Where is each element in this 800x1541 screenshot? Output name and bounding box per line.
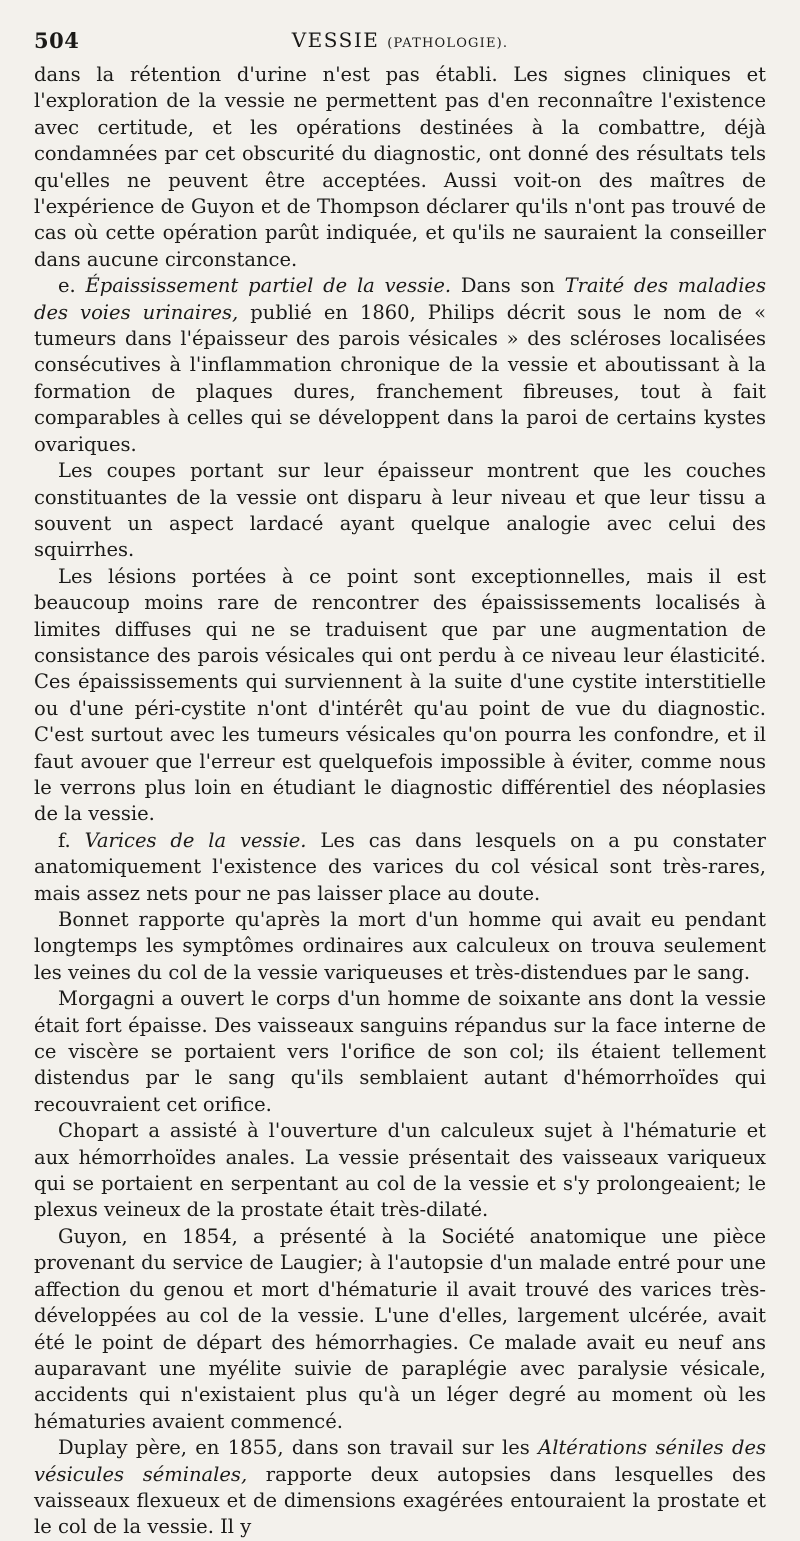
text-run: dans la rétention d'urine n'est pas établi. Les signes cliniques et l'exploration de la vessie ne permettent pas d'en reconnaître l'existence avec certitude, et les opérations destinées à la combattre, déjà condamnées par cet obscurité du diagnostic, ont donné des résultats tels qu'elles ne peuvent être acceptées. Aussi voit-on des maîtres de l'expérience de Guyon et de Thompson déclarer qu'ils n'ont pas trouvé de cas où cette opération parût indiquée, et qu'ils ne sauraient la conseiller dans aucune circonstance.	[34, 63, 766, 271]
text-run: Guyon, en 1854, a présenté à la Société anatomique une pièce provenant du service de Laugier; à l'autopsie d'un malade entré pour une affection du genou et mort d'hématurie il avait trouvé des varices très-développées au col de la vessie. L'une d'elles, largement ulcérée, avait été le point de départ des hémorrhagies. Ce malade avait eu neuf ans auparavant une myélite suivie de paraplégie avec paralysie vésicale, accidents qui n'existaient plus qu'à un léger degré au moment où les hématuries avaient commencé.	[34, 1224, 766, 1433]
text-run: Les lésions portées à ce point sont exceptionnelles, mais il est beaucoup moins rare de rencontrer des épaississements localisés à limites diffuses qui ne se traduisent que par une augmentation de consistance des parois vésicales qui ont perdu à ce niveau leur élasticité. Ces épaississements qui surviennent à la suite d'une cystite interstitielle ou d'une péri-cystite n'ont d'intérêt qu'au point de vue du diagnostic. C'est surtout avec les tumeurs vésicales qu'on pourra les confondre, et il faut avouer que l'erreur est quelquefois impossible à éviter, comme nous le verrons plus loin en étudiant le diagnostic différentiel des néoplasies de la vessie.	[34, 564, 766, 826]
italic-text: Varices de la vessie.	[84, 828, 307, 852]
body-text	[34, 62, 766, 1541]
running-title-main: VESSIE	[291, 28, 380, 52]
text-run: Duplay père, en 1855, dans son travail sur les	[58, 1436, 539, 1460]
text-run: e.	[58, 274, 86, 298]
paragraph	[34, 564, 766, 828]
paragraph	[34, 907, 766, 986]
text-run: Chopart a assisté à l'ouverture d'un calculeux sujet à l'hématurie et aux hémorrhoïdes anales. La vessie présentait des vaisseaux variqueux qui se portaient en serpentant au col de la vessie et s'y prolongeaient; le plexus veineux de la prostate était très-dilaté.	[34, 1119, 766, 1222]
paragraph	[34, 1118, 766, 1224]
paragraph	[34, 458, 766, 564]
paragraph	[34, 273, 766, 458]
paragraph	[34, 62, 766, 273]
italic-text: Épaississement partiel de la vessie.	[85, 274, 452, 298]
text-run: publié en 1860, Philips décrit sous le nom de « tumeurs dans l'épaisseur des parois vésicales » des scléroses localisées consécutives à l'inflammation chronique de la vessie et aboutissant à la formation de plaques dures, franchement fibreuses, tout à fait comparables à celles qui se développent dans la paroi de certains kystes ovariques.	[34, 300, 766, 456]
italic-text: Traité des maladies des voies urinaires,	[34, 274, 766, 324]
text-run: Bonnet rapporte qu'après la mort d'un homme qui avait eu pendant longtemps les symptômes ordinaires aux calculeux on trouva seulement les veines du col de la vessie variqueuses et très-distendues par le sang.	[34, 908, 766, 984]
text-run: f.	[58, 828, 85, 852]
text-run: Dans son	[451, 274, 565, 298]
page-number: 504	[34, 28, 80, 53]
running-title-sub: (PATHOLOGIE).	[387, 36, 509, 51]
paragraph	[34, 828, 766, 907]
page-header	[34, 28, 766, 56]
paragraph	[34, 986, 766, 1118]
paragraph	[34, 1224, 766, 1435]
paragraph	[34, 1435, 766, 1541]
text-run: Morgagni a ouvert le corps d'un homme de soixante ans dont la vessie était fort épaisse. Des vaisseaux sanguins répandus sur la face interne de ce viscère se portaient vers l'orifice de son col; ils étaient tellement distendus par le sang qu'ils semblaient autant d'hémorrhoïdes qui recouvraient cet orifice.	[34, 987, 766, 1116]
text-run: rapporte deux autopsies dans lesquelles des vaisseaux flexueux et de dimensions exagérées entouraient la prostate et le col de la vessie. Il y	[34, 1462, 766, 1539]
text-run: Les cas dans lesquels on a pu constater anatomiquement l'existence des varices du col vésical sont très-rares, mais assez nets pour ne pas laisser place au doute.	[34, 828, 766, 905]
running-title	[34, 28, 766, 52]
italic-text: Altérations séniles des vésicules séminales,	[34, 1436, 766, 1486]
text-run: Les coupes portant sur leur épaisseur montrent que les couches constituantes de la vessie ont disparu à leur niveau et que leur tissu a souvent un aspect lardacé ayant quelque analogie avec celui des squirrhes.	[34, 459, 766, 562]
